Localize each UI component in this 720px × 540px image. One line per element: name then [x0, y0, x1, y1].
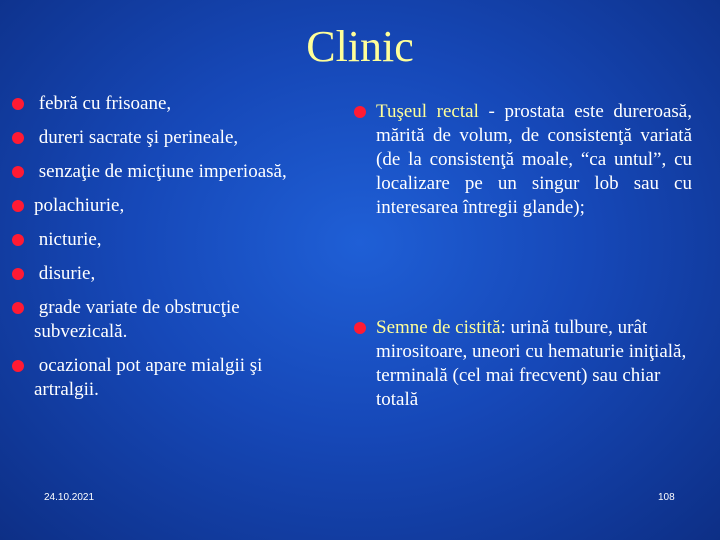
list-item-text: febră cu frisoane,	[34, 93, 172, 114]
list-item	[10, 296, 310, 344]
bullet-icon	[12, 98, 24, 110]
bullet-icon	[12, 234, 24, 246]
rectal-exam-description: - prostata este dureroasă, mărită de volum, de consistenţă variată (de la consistenţă moale, “ca untul”, cu localizare pe un singur lob sau cu interesarea întregii glande);	[376, 101, 692, 218]
cystitis-signs-item	[356, 316, 692, 412]
rectal-exam-item	[356, 100, 692, 220]
list-item-text: polachiurie,	[34, 195, 125, 216]
rectal-exam-text	[356, 100, 692, 220]
bullet-icon	[12, 360, 24, 372]
list-item-text: ocazional pot apare mialgii şi artralgii.	[34, 355, 268, 400]
cystitis-signs-text	[356, 316, 692, 412]
list-item	[10, 126, 310, 150]
bullet-icon	[12, 132, 24, 144]
footer-date: 24.10.2021	[44, 492, 95, 503]
list-item-text: dureri sacrate şi perineale,	[34, 127, 239, 148]
bullet-icon	[354, 322, 366, 334]
bullet-icon	[12, 302, 24, 314]
list-item	[10, 262, 310, 286]
list-item-text: disurie,	[34, 263, 96, 284]
list-item	[10, 354, 310, 402]
bullet-icon	[354, 106, 366, 118]
list-item	[10, 92, 310, 116]
bullet-icon	[12, 200, 24, 212]
cystitis-signs-description: : urină tulbure, urât mirositoare, uneori cu hematurie iniţială, terminală (cel mai frecvent) sau chiar totală	[376, 317, 687, 410]
slide-title: Clinic	[306, 22, 414, 71]
list-item	[10, 194, 310, 218]
list-item	[10, 160, 310, 184]
list-item-text: grade variate de obstrucţie subvezicală.	[34, 297, 245, 342]
cystitis-signs-keyword: Semne de cistită	[376, 317, 501, 338]
bullet-icon	[12, 268, 24, 280]
list-item	[10, 228, 310, 252]
bullet-icon	[12, 166, 24, 178]
list-item-text: nicturie,	[34, 229, 102, 250]
list-item-text: senzaţie de micţiune imperioasă,	[34, 161, 287, 182]
rectal-exam-keyword: Tuşeul rectal	[376, 101, 479, 122]
left-bullet-list	[10, 92, 310, 412]
page-number: 108	[658, 492, 675, 503]
